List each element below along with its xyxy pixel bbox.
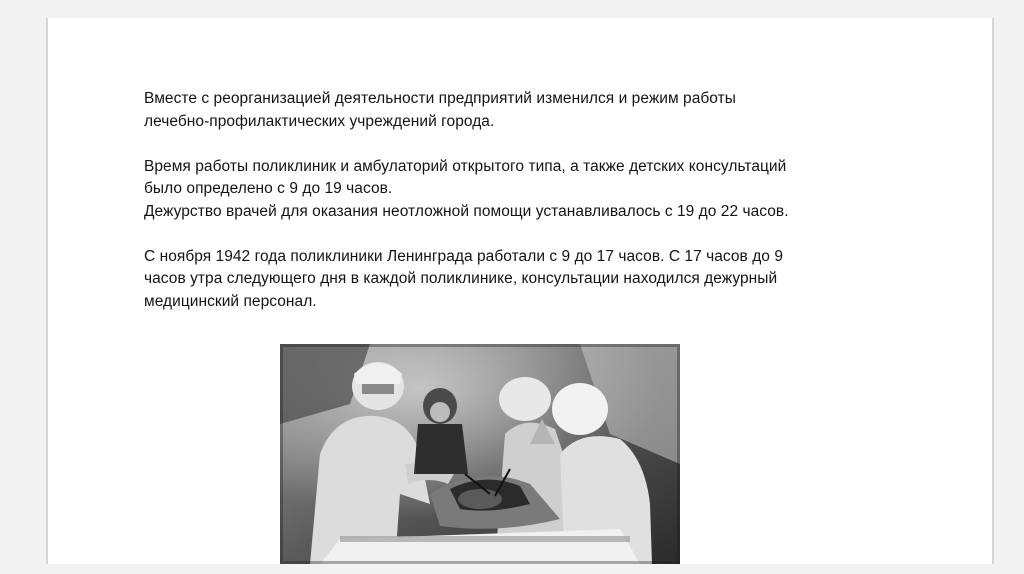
slide: [46, 18, 994, 564]
text-line: Дежурство врачей для оказания неотложной помощи устанавливалось с 19 до 22 часов.: [144, 202, 789, 220]
text-line: С ноября 1942 года поликлиники Ленинграда работали с 9 до 17 часов. С 17 часов до 9: [144, 247, 783, 265]
paragraph-gap: [144, 223, 944, 246]
text-line: медицинский персонал.: [144, 292, 317, 310]
paragraph-gap: [144, 133, 944, 156]
text-line: часов утра следующего дня в каждой поликлинике, консультации находился дежурный: [144, 270, 778, 287]
text-line: Время работы поликлиник и амбулаторий открытого типа, а также детских консультаций: [144, 157, 787, 175]
text-line: Вместе с реорганизацией деятельности предприятий изменился и режим работы: [144, 90, 736, 107]
surgery-photo-illustration: [280, 344, 680, 564]
surgery-photo: [280, 344, 680, 564]
text-line: лечебно-профилактических учреждений города.: [144, 112, 495, 130]
text-line: было определено с 9 до 19 часов.: [144, 180, 393, 197]
slide-text: [144, 88, 944, 313]
